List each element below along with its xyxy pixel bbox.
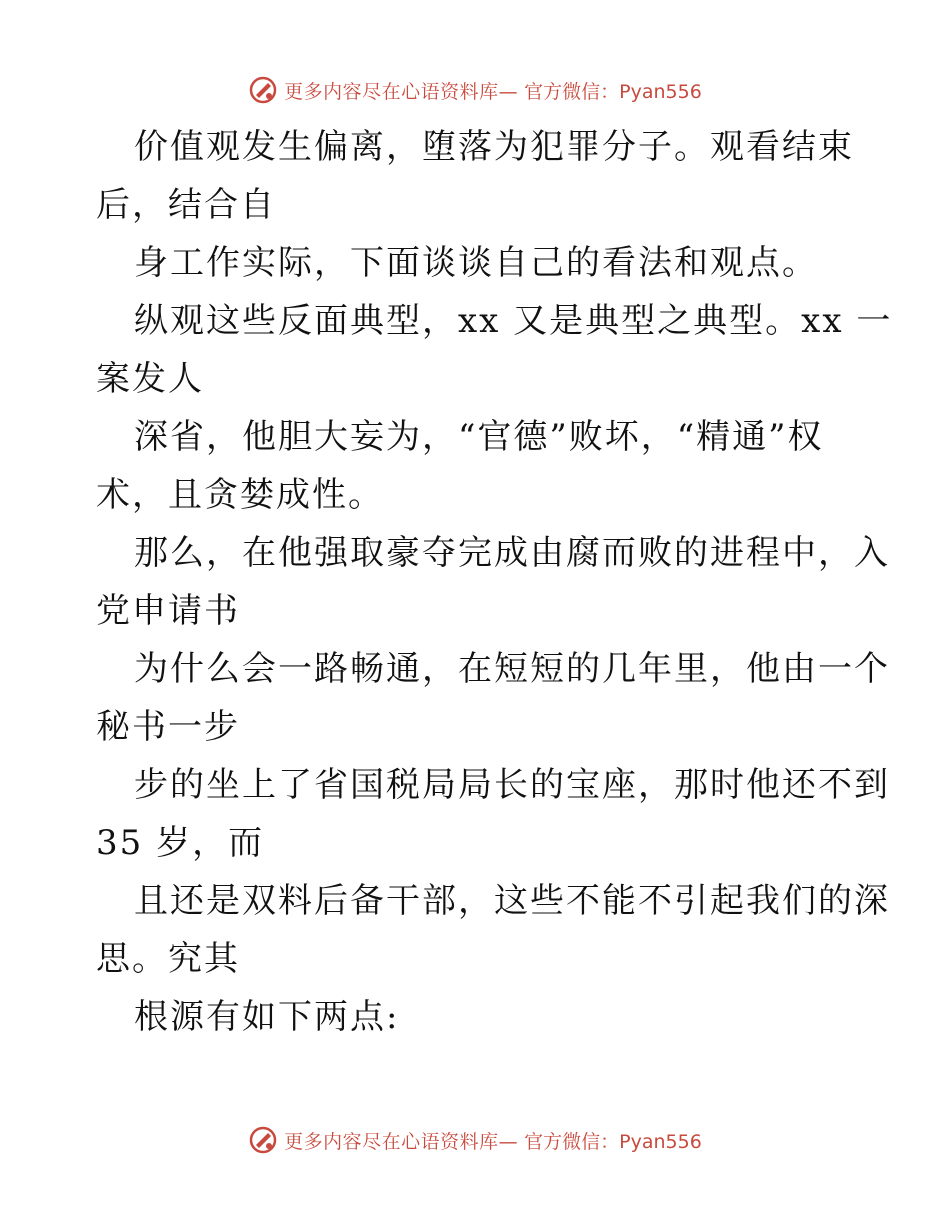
- watermark-wechat: 官方微信：Pyan556: [524, 80, 702, 103]
- body-line: 党申请书: [96, 591, 240, 631]
- body-line: 且还是双料后备干部，这些不能不引起我们的深: [134, 881, 890, 921]
- brand-logo-icon: [248, 1125, 278, 1155]
- body-line: 步的坐上了省国税局局长的宝座，那时他还不到: [134, 765, 890, 805]
- body-line: 后，结合自: [96, 185, 276, 225]
- watermark-wechat: 官方微信：Pyan556: [524, 1130, 702, 1153]
- watermark-text: 更多内容尽在心语资料库—: [284, 80, 519, 103]
- body-line: 纵观这些反面典型，xx 又是典型之典型。xx 一: [134, 301, 893, 341]
- body-line: 术，且贪婪成性。: [96, 475, 384, 515]
- body-line: 案发人: [96, 359, 204, 399]
- document-body: [96, 118, 893, 1046]
- body-line: 秘书一步: [96, 707, 240, 747]
- brand-logo-icon: [248, 75, 278, 105]
- body-line: 思。究其: [96, 939, 240, 979]
- watermark-text: 更多内容尽在心语资料库—: [284, 1130, 519, 1153]
- body-line: 那么，在他强取豪夺完成由腐而败的进程中，入: [134, 533, 890, 573]
- body-line: 价值观发生偏离，堕落为犯罪分子。观看结束: [134, 127, 854, 167]
- body-line: 身工作实际，下面谈谈自己的看法和观点。: [134, 243, 818, 283]
- body-line: 深省，他胆大妄为，“官德”败坏，“精通”权: [134, 417, 824, 457]
- body-line: 根源有如下两点:: [134, 997, 400, 1037]
- header-watermark: [0, 72, 950, 108]
- body-line: 为什么会一路畅通，在短短的几年里，他由一个: [134, 649, 890, 689]
- body-line: 35 岁，而: [96, 823, 265, 863]
- footer-watermark: [0, 1122, 950, 1158]
